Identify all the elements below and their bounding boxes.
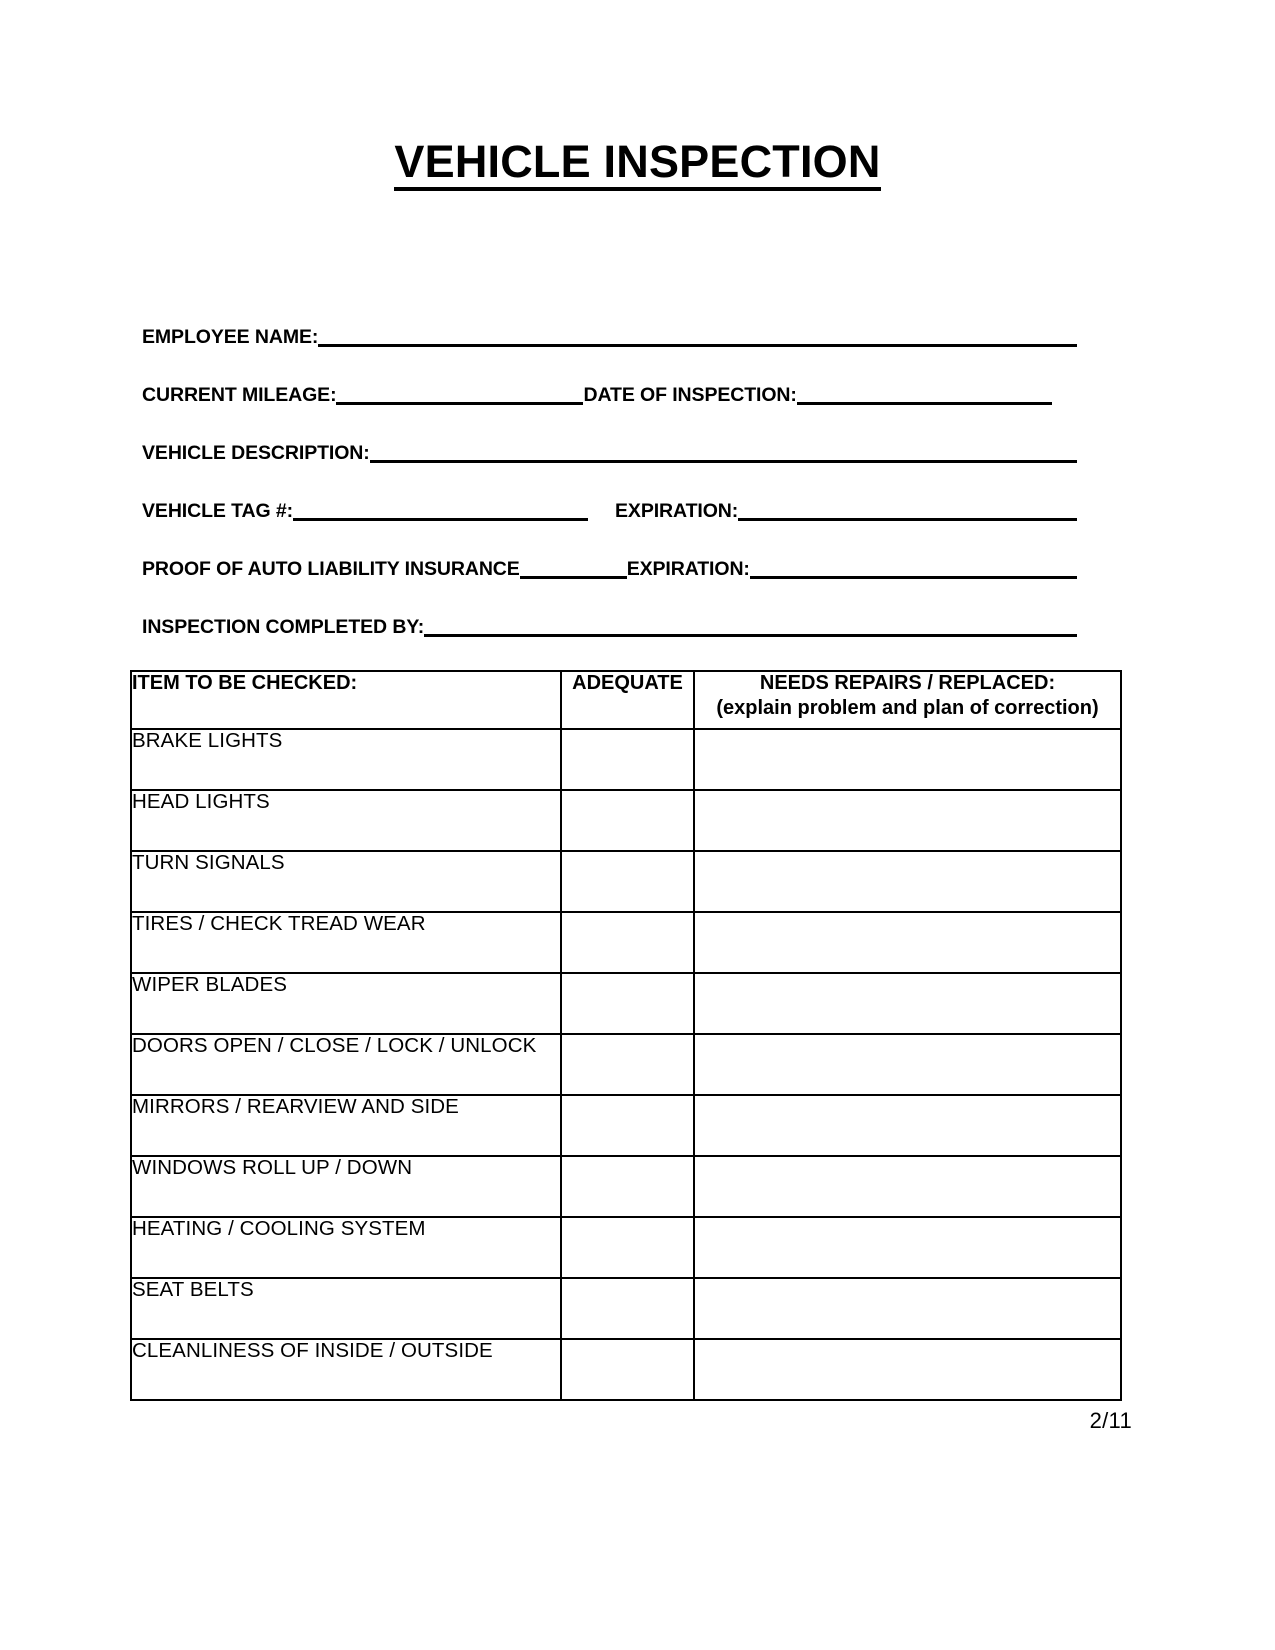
row-needs-repairs-cell[interactable] [694, 973, 1121, 1034]
row-item-label: HEATING / COOLING SYSTEM [131, 1217, 561, 1278]
row-item-label: DOORS OPEN / CLOSE / LOCK / UNLOCK [131, 1034, 561, 1095]
table-row [131, 1339, 1121, 1400]
table-row [131, 973, 1121, 1034]
row-needs-repairs-cell[interactable] [694, 1095, 1121, 1156]
tag-expiration-input[interactable] [738, 518, 1077, 521]
row-adequate-cell[interactable] [561, 729, 694, 790]
row-needs-repairs-cell[interactable] [694, 851, 1121, 912]
header-item-to-be-checked: ITEM TO BE CHECKED: [131, 671, 561, 729]
table-header-row [131, 671, 1121, 729]
table-row [131, 729, 1121, 790]
row-item-label: TIRES / CHECK TREAD WEAR [131, 912, 561, 973]
header-needs-repairs-subtitle: (explain problem and plan of correction) [716, 696, 1099, 719]
header-adequate: ADEQUATE [561, 671, 694, 729]
row-item-label: HEAD LIGHTS [131, 790, 561, 851]
inspection-table [130, 670, 1122, 1401]
row-needs-repairs-cell[interactable] [694, 790, 1121, 851]
row-adequate-cell[interactable] [561, 1278, 694, 1339]
current-mileage-input[interactable] [336, 402, 583, 405]
field-row-inspection-completed-by [142, 582, 1077, 640]
vehicle-description-label: VEHICLE DESCRIPTION: [142, 441, 370, 464]
vehicle-tag-input[interactable] [293, 518, 588, 521]
row-adequate-cell[interactable] [561, 1095, 694, 1156]
table-row [131, 1156, 1121, 1217]
table-row [131, 851, 1121, 912]
form-fields [142, 292, 1077, 640]
table-row [131, 1095, 1121, 1156]
row-adequate-cell[interactable] [561, 912, 694, 973]
date-of-inspection-input[interactable] [797, 402, 1052, 405]
row-adequate-cell[interactable] [561, 1217, 694, 1278]
row-item-label: SEAT BELTS [131, 1278, 561, 1339]
field-row-mileage-date [142, 350, 1077, 408]
vehicle-tag-label: VEHICLE TAG #: [142, 499, 294, 522]
row-adequate-cell[interactable] [561, 1156, 694, 1217]
row-needs-repairs-cell[interactable] [694, 1339, 1121, 1400]
row-adequate-cell[interactable] [561, 851, 694, 912]
header-needs-repairs [694, 671, 1121, 729]
row-needs-repairs-cell[interactable] [694, 729, 1121, 790]
auto-liability-insurance-input[interactable] [520, 576, 627, 579]
row-needs-repairs-cell[interactable] [694, 1034, 1121, 1095]
inspection-completed-by-input[interactable] [424, 634, 1077, 637]
page-number: 2/11 [1089, 1408, 1132, 1433]
row-adequate-cell[interactable] [561, 1339, 694, 1400]
row-adequate-cell[interactable] [561, 790, 694, 851]
current-mileage-label: CURRENT MILEAGE: [142, 383, 337, 406]
employee-name-label: EMPLOYEE NAME: [142, 325, 319, 348]
table-row [131, 790, 1121, 851]
field-row-employee-name [142, 292, 1077, 350]
table-body [131, 729, 1121, 1400]
row-item-label: WINDOWS ROLL UP / DOWN [131, 1156, 561, 1217]
auto-liability-insurance-label: PROOF OF AUTO LIABILITY INSURANCE [142, 557, 520, 580]
row-needs-repairs-cell[interactable] [694, 1217, 1121, 1278]
row-item-label: TURN SIGNALS [131, 851, 561, 912]
row-item-label: CLEANLINESS OF INSIDE / OUTSIDE [131, 1339, 561, 1400]
table-row [131, 1278, 1121, 1339]
row-adequate-cell[interactable] [561, 973, 694, 1034]
row-item-label: WIPER BLADES [131, 973, 561, 1034]
table-row [131, 1034, 1121, 1095]
row-needs-repairs-cell[interactable] [694, 1156, 1121, 1217]
table-row [131, 1217, 1121, 1278]
page-title-container [0, 138, 1275, 191]
field-row-tag-expiration [142, 466, 1077, 524]
field-row-vehicle-description [142, 408, 1077, 466]
date-of-inspection-label: DATE OF INSPECTION: [583, 383, 797, 406]
row-needs-repairs-cell[interactable] [694, 912, 1121, 973]
insurance-expiration-input[interactable] [750, 576, 1077, 579]
header-needs-repairs-title: NEEDS REPAIRS / REPLACED: [759, 672, 1056, 694]
tag-expiration-label: EXPIRATION: [615, 499, 739, 522]
field-row-insurance-expiration [142, 524, 1077, 582]
vehicle-description-input[interactable] [370, 460, 1077, 463]
insurance-expiration-label: EXPIRATION: [626, 557, 750, 580]
employee-name-input[interactable] [318, 344, 1077, 347]
table-row [131, 912, 1121, 973]
row-item-label: MIRRORS / REARVIEW AND SIDE [131, 1095, 561, 1156]
row-needs-repairs-cell[interactable] [694, 1278, 1121, 1339]
row-adequate-cell[interactable] [561, 1034, 694, 1095]
row-item-label: BRAKE LIGHTS [131, 729, 561, 790]
inspection-completed-by-label: INSPECTION COMPLETED BY: [142, 615, 425, 638]
page-title: VEHICLE INSPECTION [394, 138, 880, 191]
